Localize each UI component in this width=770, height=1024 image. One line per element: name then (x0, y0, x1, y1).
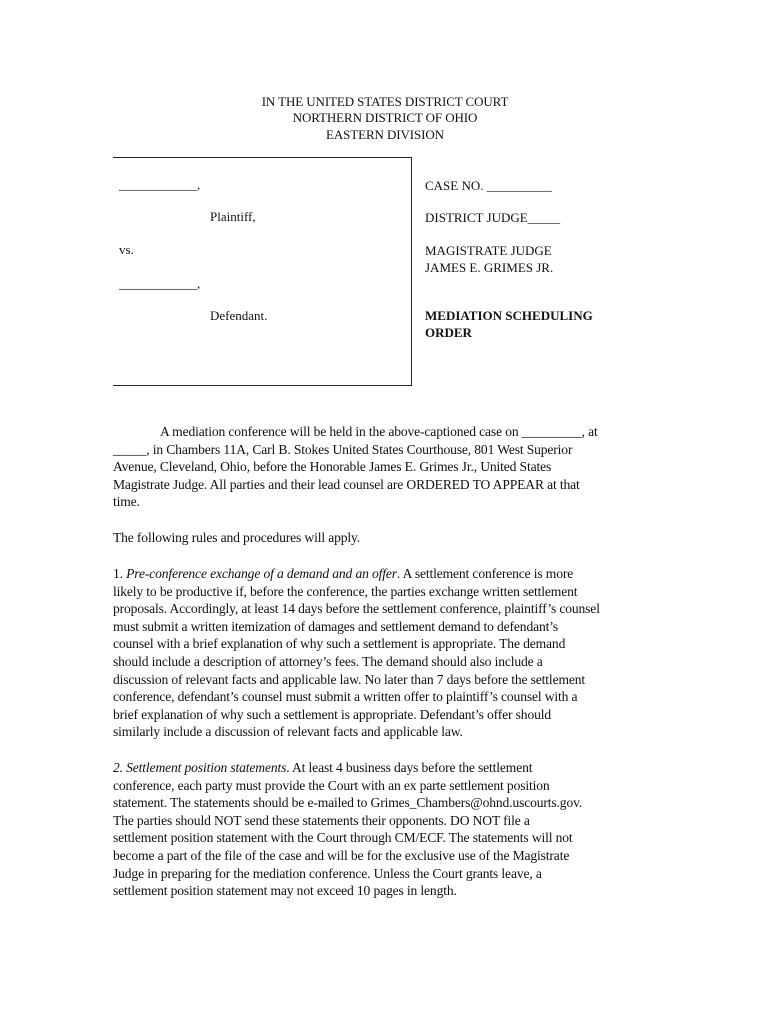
district-judge: DISTRICT JUDGE_____ (425, 210, 561, 225)
rule-2-line: The parties should NOT send these statements their opponents. DO NOT file a (113, 812, 530, 828)
rule-1-line: proposals. Accordingly, at least 14 days before the settlement conference, plaintiff’s counsel (113, 601, 600, 617)
rule-1-number: 1. (113, 566, 127, 581)
plaintiff-blank: ____________, (119, 177, 201, 192)
magistrate-judge-name: JAMES E. GRIMES JR. (425, 260, 554, 275)
rule-1-first-line (113, 565, 673, 583)
rule-1-line: discussion of relevant facts and applicable law. No later than 7 days before the settlement (113, 671, 586, 687)
intro-line: time. (113, 494, 140, 510)
rule-2-line: settlement position statement with the Court through CM/ECF. The statements will not (113, 830, 573, 846)
order-title-line1: MEDIATION SCHEDULING (425, 308, 593, 323)
intro-line: Magistrate Judge. All parties and their lead counsel are ORDERED TO APPEAR at that (113, 476, 580, 492)
case-number: CASE NO. __________ (425, 178, 552, 193)
defendant-label: Defendant. (210, 308, 268, 323)
rule-1-heading: Pre-conference exchange of a demand and an offer (126, 566, 397, 581)
rule-2-first-line (113, 759, 673, 777)
court-name: IN THE UNITED STATES DISTRICT COURT (261, 94, 509, 109)
rule-2-line: settlement position statement may not exceed 10 pages in length. (113, 883, 457, 899)
rule-1-paragraph (113, 565, 673, 741)
defendant-blank: ____________, (119, 276, 201, 291)
court-district: NORTHERN DISTRICT OF OHIO (292, 110, 478, 125)
rule-2-first-line-text: . At least 4 business days before the settlement (286, 760, 533, 775)
rule-1-line: should include a description of attorney’s fees. The demand should also include a (113, 653, 543, 669)
rule-2-line: conference, each party must provide the Court with an ex parte settlement position (113, 777, 550, 793)
rule-2-line: become a part of the file of the case and will be for the exclusive use of the Magistrate (113, 847, 570, 863)
rule-1-line: brief explanation of why such a settlement is appropriate. Defendant’s offer should (113, 706, 552, 722)
rule-1-line: conference, defendant’s counsel must submit a written offer to plaintiff’s counsel with a (113, 689, 578, 705)
rule-2-paragraph (113, 759, 673, 900)
rule-1-line: counsel with a brief explanation of why such a settlement is appropriate. The demand (113, 636, 566, 652)
rule-1-first-line-text: . A settlement conference is more (396, 566, 574, 581)
intro-line: _____, in Chambers 11A, Carl B. Stokes United States Courthouse, 801 West Superior (113, 441, 573, 457)
versus-label: vs. (119, 242, 134, 257)
court-division: EASTERN DIVISION (326, 127, 444, 142)
magistrate-judge-title: MAGISTRATE JUDGE (425, 243, 552, 258)
rules-intro: The following rules and procedures will apply. (113, 530, 361, 545)
rule-1-line: must submit a written itemization of damages and settlement demand to defendant’s (113, 618, 559, 634)
intro-paragraph (113, 423, 673, 511)
intro-line: Avenue, Cleveland, Ohio, before the Honorable James E. Grimes Jr., United States (113, 459, 552, 475)
plaintiff-label: Plaintiff, (210, 209, 256, 224)
rule-2-line: Judge in preparing for the mediation conference. Unless the Court grants leave, a (113, 865, 542, 881)
order-title-line2: ORDER (425, 325, 472, 340)
rule-2-line: statement. The statements should be e-mailed to Grimes_Chambers@ohnd.uscourts.gov. (113, 795, 583, 811)
rule-1-line: similarly include a discussion of relevant facts and applicable law. (113, 724, 463, 740)
intro-line: A mediation conference will be held in the above-captioned case on _________, at (160, 424, 598, 439)
rule-2-heading: 2. Settlement position statements (113, 760, 287, 775)
rule-1-line: likely to be productive if, before the conference, the parties exchange written settlement (113, 583, 578, 599)
